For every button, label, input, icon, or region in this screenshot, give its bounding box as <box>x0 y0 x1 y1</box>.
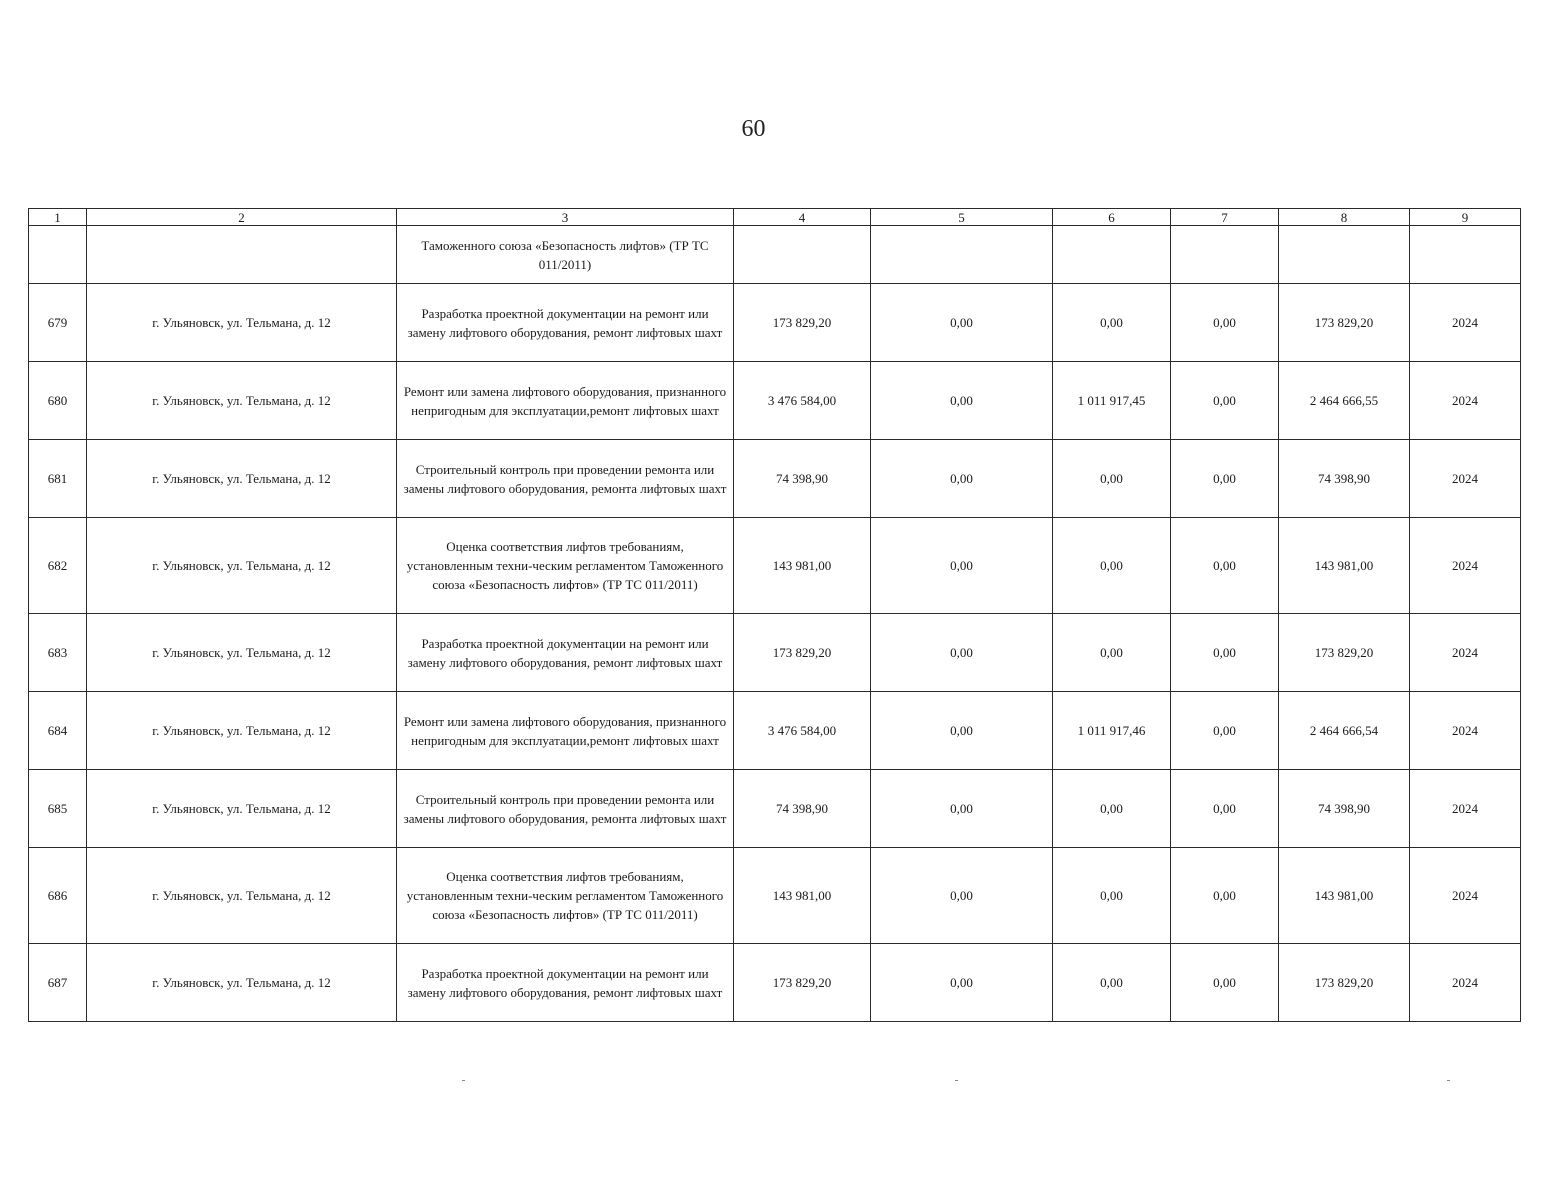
table-row <box>29 770 1521 848</box>
total-cost-cell: 3 476 584,00 <box>734 692 871 770</box>
budget-amount-cell: 143 981,00 <box>1279 848 1410 944</box>
work-description-cell: Ремонт или замена лифтового оборудования, признанного непригодным для эксплуатации,ремонт лифтовых шахт <box>397 692 734 770</box>
other-amount-cell: 0,00 <box>1171 362 1279 440</box>
fund-amount-cell: 0,00 <box>871 284 1053 362</box>
work-description-cell: Разработка проектной документации на ремонт или замену лифтового оборудования, ремонт лифтовых шахт <box>397 614 734 692</box>
row-number-cell: 687 <box>29 944 87 1022</box>
other-amount-cell: 0,00 <box>1171 614 1279 692</box>
fund-amount-cell: 0,00 <box>871 362 1053 440</box>
column-number: 7 <box>1171 209 1279 226</box>
column-number: 6 <box>1053 209 1171 226</box>
other-amount-cell: 0,00 <box>1171 440 1279 518</box>
budget-amount-cell: 74 398,90 <box>1279 440 1410 518</box>
other-amount-cell: 0,00 <box>1171 770 1279 848</box>
column-number: 1 <box>29 209 87 226</box>
column-number-row <box>29 209 1521 226</box>
fund-amount-cell: 0,00 <box>871 692 1053 770</box>
year-cell: 2024 <box>1410 518 1521 614</box>
column-number: 2 <box>87 209 397 226</box>
total-cost-cell: 173 829,20 <box>734 284 871 362</box>
total-cost-cell: 173 829,20 <box>734 614 871 692</box>
address-cell: г. Ульяновск, ул. Тельмана, д. 12 <box>87 362 397 440</box>
owners-amount-cell: 0,00 <box>1053 518 1171 614</box>
row-number-cell: 683 <box>29 614 87 692</box>
table-row <box>29 944 1521 1022</box>
address-cell: г. Ульяновск, ул. Тельмана, д. 12 <box>87 284 397 362</box>
work-description-cell: Оценка соответствия лифтов требованиям, установленным техни-ческим регламентом Таможенного союза «Безопасность лифтов» (ТР ТС 011/2011) <box>397 518 734 614</box>
address-cell: г. Ульяновск, ул. Тельмана, д. 12 <box>87 614 397 692</box>
column-number: 8 <box>1279 209 1410 226</box>
table-row <box>29 692 1521 770</box>
scan-mark <box>1447 1080 1450 1081</box>
work-description-cell: Строительный контроль при проведении ремонта или замены лифтового оборудования, ремонта лифтовых шахт <box>397 770 734 848</box>
year-cell: 2024 <box>1410 440 1521 518</box>
total-cost-cell: 173 829,20 <box>734 944 871 1022</box>
owners-amount-cell: 0,00 <box>1053 614 1171 692</box>
work-description-cell: Строительный контроль при проведении ремонта или замены лифтового оборудования, ремонта лифтовых шахт <box>397 440 734 518</box>
column-number: 9 <box>1410 209 1521 226</box>
table-row <box>29 614 1521 692</box>
table-row <box>29 518 1521 614</box>
budget-amount-cell: 173 829,20 <box>1279 944 1410 1022</box>
row-number-cell: 681 <box>29 440 87 518</box>
other-amount-cell: 0,00 <box>1171 692 1279 770</box>
column-number: 5 <box>871 209 1053 226</box>
total-cost-cell: 3 476 584,00 <box>734 362 871 440</box>
address-cell: г. Ульяновск, ул. Тельмана, д. 12 <box>87 770 397 848</box>
budget-amount-cell: 173 829,20 <box>1279 284 1410 362</box>
address-cell: г. Ульяновск, ул. Тельмана, д. 12 <box>87 518 397 614</box>
year-cell: 2024 <box>1410 848 1521 944</box>
fund-amount-cell: 0,00 <box>871 770 1053 848</box>
address-cell: г. Ульяновск, ул. Тельмана, д. 12 <box>87 692 397 770</box>
fund-amount-cell: 0,00 <box>871 440 1053 518</box>
budget-amount-cell: 143 981,00 <box>1279 518 1410 614</box>
table-row <box>29 848 1521 944</box>
year-cell: 2024 <box>1410 284 1521 362</box>
table-row <box>29 284 1521 362</box>
cell-empty <box>1171 226 1279 284</box>
row-number-cell: 680 <box>29 362 87 440</box>
table-row <box>29 440 1521 518</box>
work-description-cell: Оценка соответствия лифтов требованиям, установленным техни-ческим регламентом Таможенного союза «Безопасность лифтов» (ТР ТС 011/2011) <box>397 848 734 944</box>
scan-mark <box>462 1080 465 1081</box>
owners-amount-cell: 1 011 917,46 <box>1053 692 1171 770</box>
cell-empty <box>87 226 397 284</box>
fund-amount-cell: 0,00 <box>871 518 1053 614</box>
column-number: 3 <box>397 209 734 226</box>
cell-empty <box>734 226 871 284</box>
cell-empty <box>871 226 1053 284</box>
register-table <box>28 208 1521 1022</box>
year-cell: 2024 <box>1410 614 1521 692</box>
continuation-description: Таможенного союза «Безопасность лифтов» (ТР ТС 011/2011) <box>397 226 734 284</box>
cell-empty <box>29 226 87 284</box>
year-cell: 2024 <box>1410 362 1521 440</box>
page-number: 60 <box>741 116 766 142</box>
row-number-cell: 679 <box>29 284 87 362</box>
year-cell: 2024 <box>1410 692 1521 770</box>
other-amount-cell: 0,00 <box>1171 944 1279 1022</box>
cell-empty <box>1410 226 1521 284</box>
column-number: 4 <box>734 209 871 226</box>
work-description-cell: Разработка проектной документации на ремонт или замену лифтового оборудования, ремонт лифтовых шахт <box>397 284 734 362</box>
other-amount-cell: 0,00 <box>1171 848 1279 944</box>
cell-empty <box>1053 226 1171 284</box>
work-description-cell: Ремонт или замена лифтового оборудования, признанного непригодным для эксплуатации,ремонт лифтовых шахт <box>397 362 734 440</box>
other-amount-cell: 0,00 <box>1171 284 1279 362</box>
budget-amount-cell: 74 398,90 <box>1279 770 1410 848</box>
row-number-cell: 684 <box>29 692 87 770</box>
budget-amount-cell: 2 464 666,54 <box>1279 692 1410 770</box>
owners-amount-cell: 0,00 <box>1053 440 1171 518</box>
work-description-cell: Разработка проектной документации на ремонт или замену лифтового оборудования, ремонт лифтовых шахт <box>397 944 734 1022</box>
year-cell: 2024 <box>1410 770 1521 848</box>
owners-amount-cell: 0,00 <box>1053 848 1171 944</box>
fund-amount-cell: 0,00 <box>871 848 1053 944</box>
total-cost-cell: 74 398,90 <box>734 440 871 518</box>
address-cell: г. Ульяновск, ул. Тельмана, д. 12 <box>87 944 397 1022</box>
table-row <box>29 362 1521 440</box>
total-cost-cell: 143 981,00 <box>734 848 871 944</box>
continuation-row <box>29 226 1521 284</box>
address-cell: г. Ульяновск, ул. Тельмана, д. 12 <box>87 440 397 518</box>
address-cell: г. Ульяновск, ул. Тельмана, д. 12 <box>87 848 397 944</box>
fund-amount-cell: 0,00 <box>871 614 1053 692</box>
row-number-cell: 682 <box>29 518 87 614</box>
scan-mark <box>955 1080 958 1081</box>
total-cost-cell: 143 981,00 <box>734 518 871 614</box>
total-cost-cell: 74 398,90 <box>734 770 871 848</box>
owners-amount-cell: 0,00 <box>1053 284 1171 362</box>
owners-amount-cell: 0,00 <box>1053 944 1171 1022</box>
row-number-cell: 685 <box>29 770 87 848</box>
budget-amount-cell: 173 829,20 <box>1279 614 1410 692</box>
other-amount-cell: 0,00 <box>1171 518 1279 614</box>
fund-amount-cell: 0,00 <box>871 944 1053 1022</box>
year-cell: 2024 <box>1410 944 1521 1022</box>
owners-amount-cell: 0,00 <box>1053 770 1171 848</box>
row-number-cell: 686 <box>29 848 87 944</box>
cell-empty <box>1279 226 1410 284</box>
budget-amount-cell: 2 464 666,55 <box>1279 362 1410 440</box>
owners-amount-cell: 1 011 917,45 <box>1053 362 1171 440</box>
